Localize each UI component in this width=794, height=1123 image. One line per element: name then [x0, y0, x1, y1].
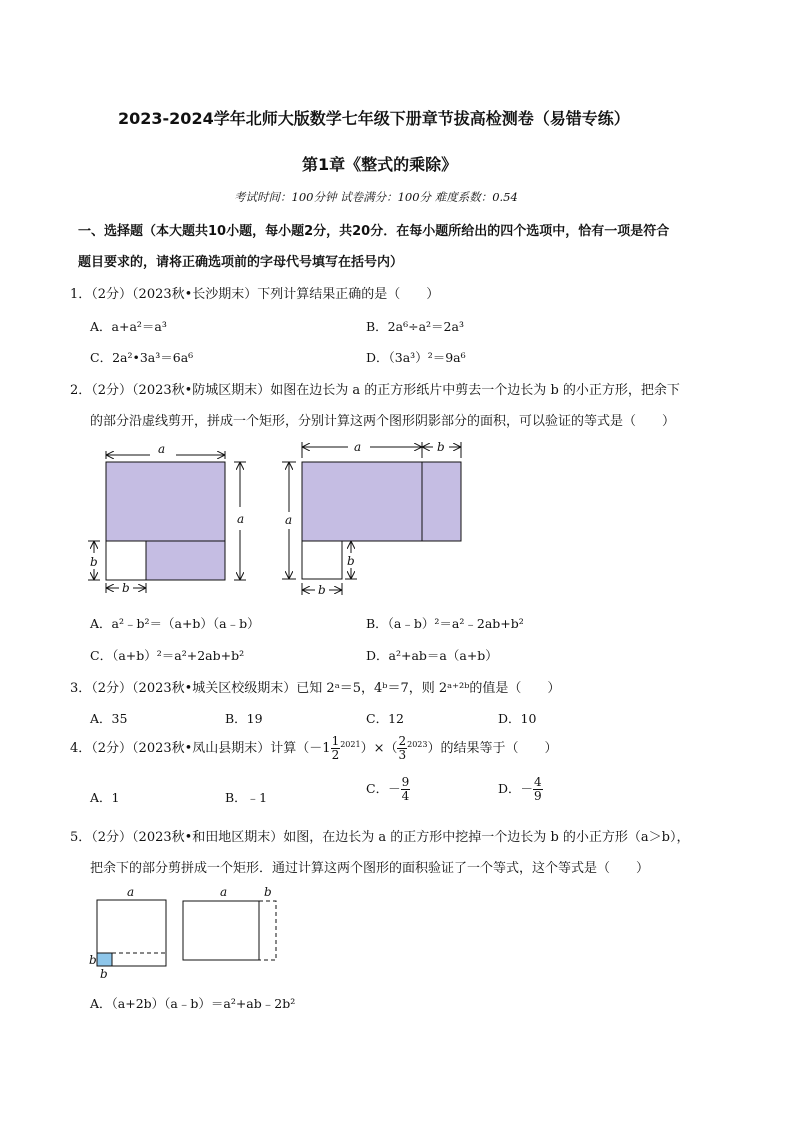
q2-option-b: B．（a﹣b）²＝a²﹣2ab+b²	[366, 616, 524, 631]
q4-option-b: B．﹣1	[225, 790, 268, 805]
q4-frac2-num: 2	[398, 734, 407, 748]
q4-exp2: 2023	[407, 740, 428, 749]
q5-label-a-right: a	[220, 885, 228, 899]
q2-figure	[0, 435, 794, 605]
q2-option-d: D．a²+ab＝a（a+b）	[366, 648, 498, 663]
q2-left-bottom-fill	[146, 541, 225, 580]
q5-option-a: A．（a+2b）（a﹣b）＝a²+ab﹣2b²	[90, 996, 296, 1011]
q2-label-b-right-bottom: b	[318, 583, 326, 597]
q2-label-b-left-bottom: b	[122, 581, 130, 595]
q4-option-d-num: 4	[534, 775, 542, 789]
q4-option-c-label: C．－	[366, 781, 401, 796]
q2-label-a-left-right: a	[285, 513, 293, 527]
q4-option-d-label: D．－	[498, 781, 534, 796]
section-header-line2: 题目要求的，请将正确选项前的字母代号填写在括号内）	[78, 255, 404, 270]
q2-option-a: A．a²﹣b²＝（a+b）（a﹣b）	[90, 616, 260, 631]
q4-times: ）×（	[360, 741, 398, 756]
q1-option-a: A．a+a²＝a³	[90, 319, 167, 334]
q4-suffix: ）的结果等于（ ）	[427, 741, 558, 756]
q2-option-c: C．（a+b）²＝a²+2ab+b²	[90, 648, 245, 663]
q5-label-a-left: a	[127, 885, 135, 899]
q4-option-d-frac	[533, 776, 543, 803]
q4-frac2-den: 3	[398, 748, 407, 762]
q2-right-small-square	[302, 541, 342, 579]
q1-option-d: D．（3a³）²＝9a⁶	[366, 350, 466, 365]
q4-frac1-den: 2	[331, 748, 340, 762]
q4-option-c	[366, 776, 410, 803]
q4-option-d	[498, 776, 543, 803]
q2-label-b-top-right: b	[437, 440, 445, 454]
q2-label-a-right-left: a	[237, 512, 245, 526]
q2-label-a-top-right: a	[354, 440, 362, 454]
q1-option-b: B．2a⁶÷a²＝2a³	[366, 319, 464, 334]
q5-right-rect	[183, 901, 259, 960]
q2-left-top-fill	[106, 462, 225, 541]
q5-figure	[0, 882, 794, 982]
question-3: 3．（2分）（2023秋•城关区校级期末）已知 2ᵃ＝5，4ᵇ＝7，则 2ᵃ⁺²ᵇ的值是（ ）	[70, 681, 561, 696]
q2-right-side-fill	[422, 462, 461, 541]
question-1: 1．（2分）（2023秋•长沙期末）下列计算结果正确的是（ ）	[70, 287, 440, 302]
exam-info: 考试时间：100分钟 试卷满分：100分 难度系数：0.54	[234, 190, 518, 204]
q4-frac1-num: 1	[331, 734, 340, 748]
q5-right-figure	[183, 885, 276, 960]
q2-label-b-right-side: b	[347, 554, 355, 568]
q5-label-b-side: b	[89, 953, 97, 967]
q2-right-figure	[282, 440, 461, 597]
q4-prefix: 4．（2分）（2023秋•凤山县期末）计算（－1	[70, 741, 331, 756]
q3-option-d: D．10	[498, 711, 537, 726]
q4-option-d-den: 9	[534, 789, 542, 803]
q4-fraction-2	[397, 735, 407, 762]
q2-right-main-fill	[302, 462, 422, 541]
q2-left-figure	[88, 442, 246, 595]
section-header-line1: 一、选择题（本大题共10小题，每小题2分，共20分．在每小题所给出的四个选项中，恰有一项是符合	[78, 224, 670, 239]
q4-option-a: A．1	[90, 790, 120, 805]
q1-option-c: C．2a²•3a³＝6a⁶	[90, 350, 194, 365]
q4-exp1: 2021	[340, 740, 361, 749]
q2-label-a-top-left: a	[158, 442, 166, 456]
q3-option-a: A．35	[90, 711, 128, 726]
q5-label-b-bottom: b	[100, 967, 108, 981]
q2-left-cut-square	[106, 541, 146, 580]
exam-title: 2023-2024学年北师大版数学七年级下册章节拔高检测卷（易错专练）	[118, 109, 630, 128]
q4-option-c-den: 4	[401, 789, 410, 803]
q4-option-c-num: 9	[401, 775, 410, 789]
q5-dashed-extension	[259, 901, 276, 960]
chapter-title: 第1章《整式的乘除》	[302, 155, 458, 174]
q4-option-c-frac	[401, 776, 411, 803]
question-2-line1: 2．（2分）（2023秋•防城区期末）如图在边长为 a 的正方形纸片中剪去一个边长为 b 的小正方形，把余下	[70, 383, 680, 398]
question-4	[70, 735, 558, 762]
q3-option-b: B．19	[225, 711, 263, 726]
question-2-line2: 的部分沿虚线剪开，拼成一个矩形，分别计算这两个图形阴影部分的面积，可以验证的等式是（ ）	[90, 414, 676, 429]
q5-cut-square	[97, 953, 112, 966]
question-5-line2: 把余下的部分剪拼成一个矩形．通过计算这两个图形的面积验证了一个等式，这个等式是（ ）	[90, 861, 650, 876]
q2-label-b-left-side: b	[90, 555, 98, 569]
q3-option-c: C．12	[366, 711, 404, 726]
q5-left-figure	[89, 885, 166, 981]
q5-label-b-right: b	[264, 885, 272, 899]
q4-fraction-1	[331, 735, 341, 762]
question-5-line1: 5．（2分）（2023秋•和田地区期末）如图，在边长为 a 的正方形中挖掉一个边长为 b 的小正方形（a＞b），	[70, 830, 690, 845]
